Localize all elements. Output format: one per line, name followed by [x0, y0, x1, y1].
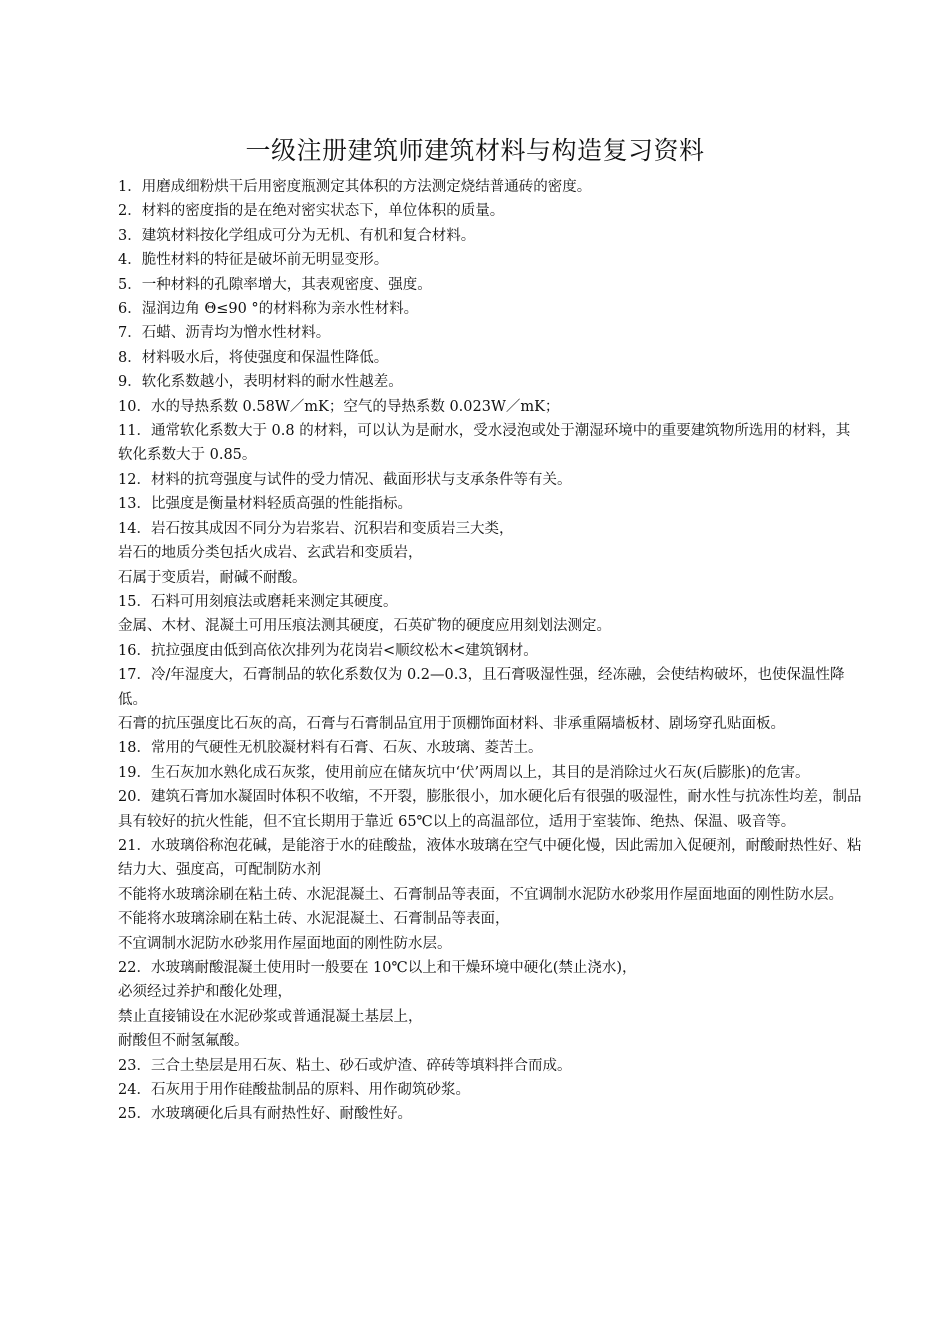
paragraph: 5．一种材料的孔隙率增大，其表观密度、强度。 — [118, 276, 432, 293]
paragraph: 23．三合土垫层是用石灰、粘土、砂石或炉渣、碎砖等填料拌合而成。 — [118, 1057, 572, 1074]
paragraph: 16．抗拉强度由低到高依次排列为花岗岩<顺纹松木<建筑钢材。 — [118, 642, 538, 659]
paragraph: 19．生石灰加水熟化成石灰浆，使用前应在储灰坑中‘伏’两周以上，其目的是消除过火石灰(后膨胀)的危害。 — [118, 764, 810, 781]
paragraph: 岩石的地质分类包括火成岩、玄武岩和变质岩， — [118, 545, 423, 562]
paragraph: 石属于变质岩，耐碱不耐酸。 — [118, 569, 307, 586]
paragraph: 20．建筑石膏加水凝固时体积不收缩，不开裂，膨胀很小，加水硬化后有很强的吸湿性，耐水性与抗冻性均差，制品具有较好的抗火性能，但不宜长期用于靠近 65℃以上的高温部位，适用于室装饰、绝热、保温、吸音等。 — [118, 789, 862, 830]
paragraph: 耐酸但不耐氢氟酸。 — [118, 1033, 249, 1050]
paragraph: 禁止直接铺设在水泥砂浆或普通混凝土基层上， — [118, 1008, 423, 1025]
document-body — [118, 175, 863, 1127]
paragraph: 25．水玻璃硬化后具有耐热性好、耐酸性好。 — [118, 1106, 412, 1123]
paragraph: 8．材料吸水后，将使强度和保温性降低。 — [118, 349, 389, 366]
paragraph: 14．岩石按其成因不同分为岩浆岩、沉积岩和变质岩三大类， — [118, 520, 514, 537]
paragraph: 22．水玻璃耐酸混凝土使用时一般要在 10℃以上和干燥环境中硬化(禁止浇水)， — [118, 960, 637, 976]
paragraph: 18．常用的气硬性无机胶凝材料有石膏、石灰、水玻璃、菱苦土。 — [118, 740, 543, 757]
paragraph: 24．石灰用于用作硅酸盐制品的原料、用作砌筑砂浆。 — [118, 1082, 470, 1099]
document-title: 一级注册建筑师建筑材料与构造复习资料 — [245, 136, 705, 165]
paragraph: 13．比强度是衡量材料轻质高强的性能指标。 — [118, 496, 412, 513]
paragraph: 17．冷/年湿度大，石膏制品的软化系数仅为 0.2—0.3，且石膏吸湿性强，经冻融，会使结构破坏，也使保温性降低。 — [118, 667, 845, 708]
paragraph: 9．软化系数越小，表明材料的耐水性越差。 — [118, 374, 403, 391]
paragraph: 6．湿润边角 Θ≤90 °的材料称为亲水性材料。 — [118, 301, 419, 318]
paragraph: 12．材料的抗弯强度与试件的受力情况、截面形状与支承条件等有关。 — [118, 471, 572, 488]
paragraph: 金属、木材、混凝土可用压痕法测其硬度，石英矿物的硬度应用刻划法测定。 — [118, 618, 611, 635]
paragraph: 7．石蜡、沥青均为憎水性材料。 — [118, 325, 331, 342]
paragraph: 不能将水玻璃涂刷在粘土砖、水泥混凝土、石膏制品等表面，不宜调制水泥防水砂浆用作屋面地面的刚性防水层。 — [118, 886, 843, 903]
paragraph: 石膏的抗压强度比石灰的高，石膏与石膏制品宜用于顶棚饰面材料、非承重隔墙板材、剧场穿孔贴面板。 — [118, 715, 785, 732]
paragraph: 4．脆性材料的特征是破坏前无明显变形。 — [118, 252, 389, 269]
paragraph: 10．水的导热系数 0.58W／mK；空气的导热系数 0.023W／mK； — [118, 398, 560, 415]
paragraph: 15．石料可用刻痕法或磨耗来测定其硬度。 — [118, 593, 398, 610]
paragraph: 11．通常软化系数大于 0.8 的材料，可以认为是耐水，受水浸泡或处于潮湿环境中的重要建筑物所选用的材料，其软化系数大于 0.85。 — [118, 423, 851, 464]
paragraph: 不能将水玻璃涂刷在粘土砖、水泥混凝土、石膏制品等表面， — [118, 911, 510, 928]
paragraph: 必须经过养护和酸化处理， — [118, 984, 292, 1001]
paragraph: 不宜调制水泥防水砂浆用作屋面地面的刚性防水层。 — [118, 935, 452, 952]
paragraph: 3．建筑材料按化学组成可分为无机、有机和复合材料。 — [118, 227, 476, 244]
paragraph: 2．材料的密度指的是在绝对密实状态下，单位体积的质量。 — [118, 203, 505, 220]
paragraph: 21．水玻璃俗称泡花碱，是能溶于水的硅酸盐，液体水玻璃在空气中硬化慢，因此需加入促硬剂，耐酸耐热性好、粘结力大、强度高，可配制防水剂 — [118, 837, 862, 879]
paragraph: 1．用磨成细粉烘干后用密度瓶测定其体积的方法测定烧结普通砖的密度。 — [118, 179, 592, 195]
